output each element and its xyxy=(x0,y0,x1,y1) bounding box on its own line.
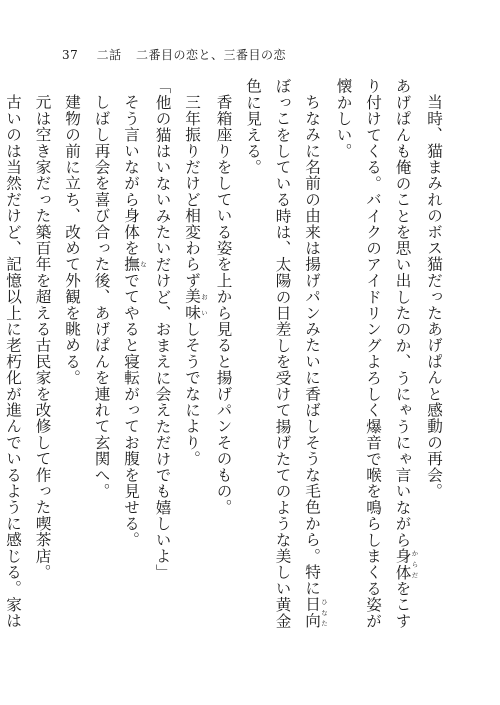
paragraph xyxy=(177,78,209,638)
page-number: 37 xyxy=(62,48,79,62)
text-run: ちなみに名前の由来は揚げパンみたいに香ばしそうな毛色から。特に xyxy=(303,93,321,596)
text-run: しそうでなにより。 xyxy=(183,320,201,467)
text-run: あげぱんも俺のことを思い出したのか、うにゃうにゃ言いながら xyxy=(393,78,412,548)
text-run: 元は空き家だった築百年を超える古民家を改修して作った喫茶店。 xyxy=(33,93,52,580)
paragraph xyxy=(86,78,116,638)
ruby-base: 美味 xyxy=(183,288,201,321)
text-run: ぼっこをしている時は、太陽の日差しを受けて揚げたてのような美しい黄金色に見える。 xyxy=(244,78,292,629)
ruby-base: 日向 xyxy=(303,595,321,629)
paragraph xyxy=(208,78,238,638)
running-header xyxy=(62,46,286,63)
ruby-reading: ひなた xyxy=(320,595,328,629)
ruby-reading: おい xyxy=(200,288,208,321)
text-run: 古いのは当然だけど、記憶以上に老朽化が進んでいるように感じる。家は xyxy=(4,93,22,629)
text-run: 「他の猫はいないみたいだけど、おまえに会えただけでも嬉しいよ」 xyxy=(153,78,172,581)
text-run: しばし再会を喜び合った後、あげぱんを連れて玄関へ。 xyxy=(92,93,111,499)
paragraph xyxy=(116,78,148,638)
ruby-word xyxy=(122,255,147,272)
text-run: 建物の前に立ち、改めて外観を眺める。 xyxy=(63,93,81,386)
paragraph xyxy=(419,78,449,638)
text-run: でてやると寝転がってお腹を見せる。 xyxy=(122,271,140,548)
chapter-label: 二話 xyxy=(96,48,122,62)
text-run: そう言いながら身体を xyxy=(122,93,140,256)
ruby-word xyxy=(303,595,328,629)
text-run: 三年振りだけど相変わらず xyxy=(183,93,201,288)
paragraph xyxy=(27,78,57,638)
ruby-reading: からだ xyxy=(410,547,419,581)
paragraph xyxy=(57,78,87,638)
ruby-base: 撫 xyxy=(122,255,140,272)
text-run: 当時、猫まみれのボス猫だったあげぱんと感動の再会。 xyxy=(425,93,443,499)
ruby-base: 身体 xyxy=(393,547,412,581)
paragraph xyxy=(147,78,177,638)
body-text xyxy=(0,78,448,638)
paragraph xyxy=(0,78,27,638)
text-run: 香箱座りをしている姿を上から見ると揚げパンそのもの。 xyxy=(214,93,233,515)
ruby-word xyxy=(183,288,208,321)
paragraph xyxy=(238,78,329,638)
paragraph xyxy=(328,78,419,638)
text-run: をこすり付けてくる。バイクのアイドリングよろしく爆音で喉を鳴らしまくる姿が懐かしい。 xyxy=(334,78,412,629)
ruby-word xyxy=(393,547,419,581)
chapter-title: 二番目の恋と、三番目の恋 xyxy=(135,48,286,62)
ruby-reading: な xyxy=(139,255,147,272)
